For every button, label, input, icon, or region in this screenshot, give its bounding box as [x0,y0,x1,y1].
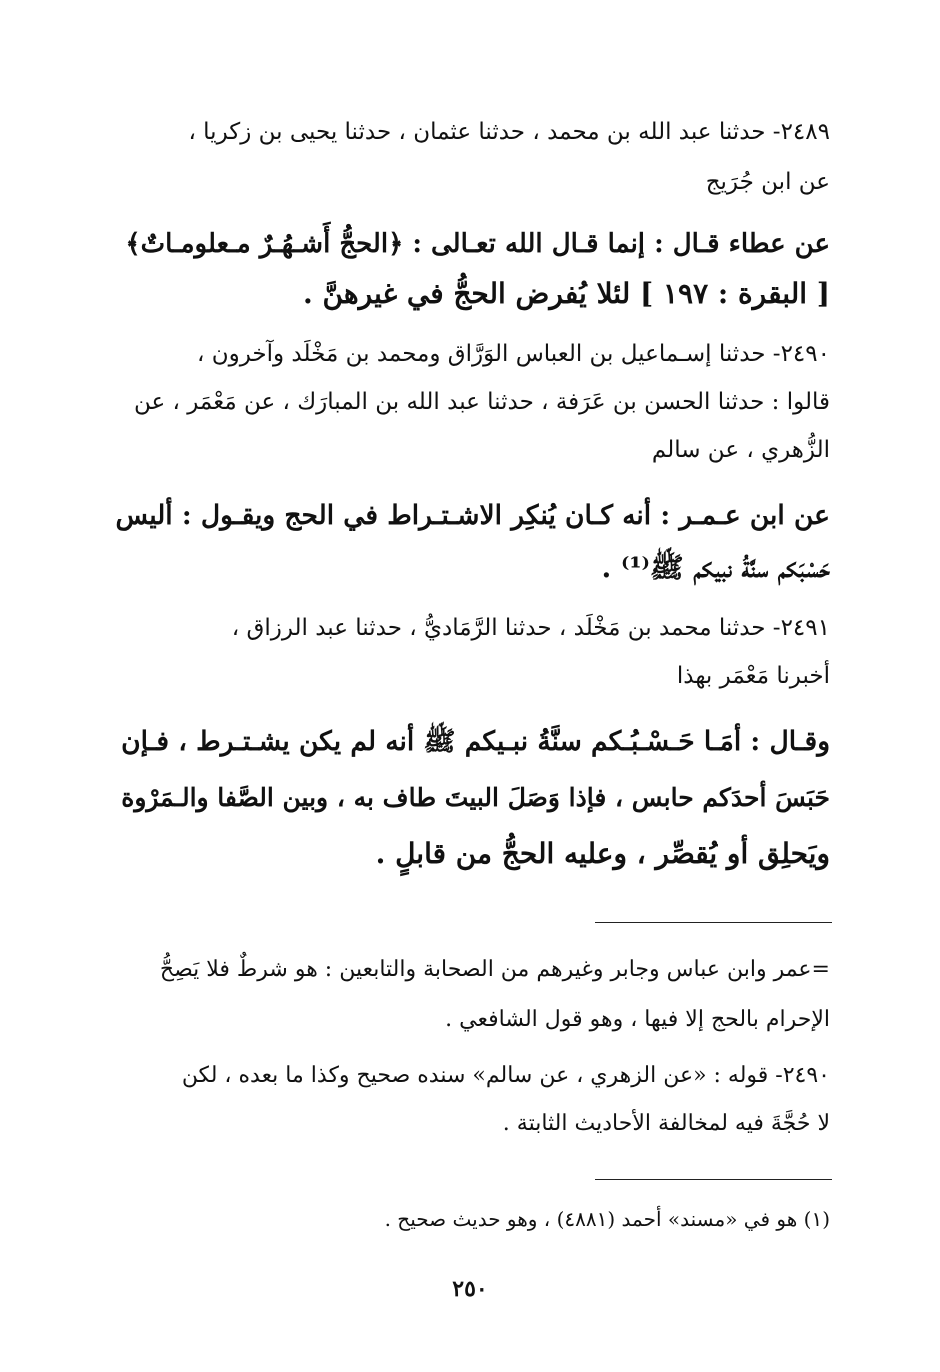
hadith-2489-matn-line-2: [ البقرة : ١٩٧ ] لئلا يُفرض الحجُّ في غيرهنَّ . [303,277,830,310]
commentary-line-2: الإحرام بالحج إلا فيها ، وهو قول الشافعي . [445,1007,830,1032]
hadith-2491-isnad-line-2: أخبرنا مَعْمَر بهذا [676,663,830,689]
page-number: ٢٥٠ [452,1276,488,1302]
footnote-line-1: (١) هو في «مسند» أحمد (٤٨٨١) ، وهو حديث صحيح . [384,1207,830,1231]
hadith-2489-isnad-line-2: عن ابن جُرَيج [705,169,830,195]
hadith-2491-isnad-line-1: ٢٤٩١- حدثنا محمد بن مَخْلَد ، حدثنا الرَّمَاديُّ ، حدثنا عبد الرزاق ، [231,615,830,641]
hadith-2490-matn-line-1: عن ابن عـمـر : أنه كـان يُنكِر الاشـتـراط في الحج ويقـول : أليس [115,500,830,531]
hadith-2490-isnad-line-1: ٢٤٩٠- حدثنا إسـماعيل بن العباس الوَرَّاق ومحمد بن مَخْلَد وآخرون ، [196,341,830,367]
commentary-line-1: =عمر وابن عباس وجابر وغيرهم من الصحابة والتابعين : هو شرطٌ فلا يَصِحُّ [159,957,830,982]
commentary-line-3: ٢٤٩٠- قوله : «عن الزهري ، عن سالم» سنده صحيح وكذا ما بعده ، لكن [181,1063,830,1088]
hadith-2490-matn-line-2: حَسْبَكم سنَّةُ نبيكم ﷺ⁽¹⁾ . [601,551,830,584]
hadith-2491-matn-line-2: حَبَسَ أحدَكم حابس ، فإذا وَصَلَ البيتَ طاف به ، وبين الصَّفا والـمَرْوة [121,783,830,812]
hadith-2489-matn-line-1: عن عطاء قـال : إنما قـال الله تعـالى : ﴿الحجُّ أَشـهُـرٌ مـعلومـاتٌ﴾ [125,229,830,259]
hadith-2490-isnad-line-3: الزُّهري ، عن سالم [651,437,830,463]
commentary-line-4: لا حُجَّةَ فيه لمخالفة الأحاديث الثابتة . [502,1111,830,1136]
hadith-2491-matn-line-1: وقـال : أمَـا حَـسْـبُـكم سنَّةُ نبـيكم ﷺ أنه لم يكن يشـتـرط ، فـإن [121,726,830,757]
commentary-divider [595,922,832,923]
hadith-2491-matn-line-3: ويَحلِق أو يُقصِّر ، وعليه الحجُّ من قابلٍ . [375,837,830,870]
hadith-2490-isnad-line-2: قالوا : حدثنا الحسن بن عَرَفة ، حدثنا عبد الله بن المبارَك ، عن مَعْمَر ، عن [133,389,830,415]
hadith-2489-isnad-line-1: ٢٤٨٩- حدثنا عبد الله بن محمد ، حدثنا عثمان ، حدثنا يحيى بن زكريا ، [188,119,830,145]
footnote-divider [595,1179,832,1180]
